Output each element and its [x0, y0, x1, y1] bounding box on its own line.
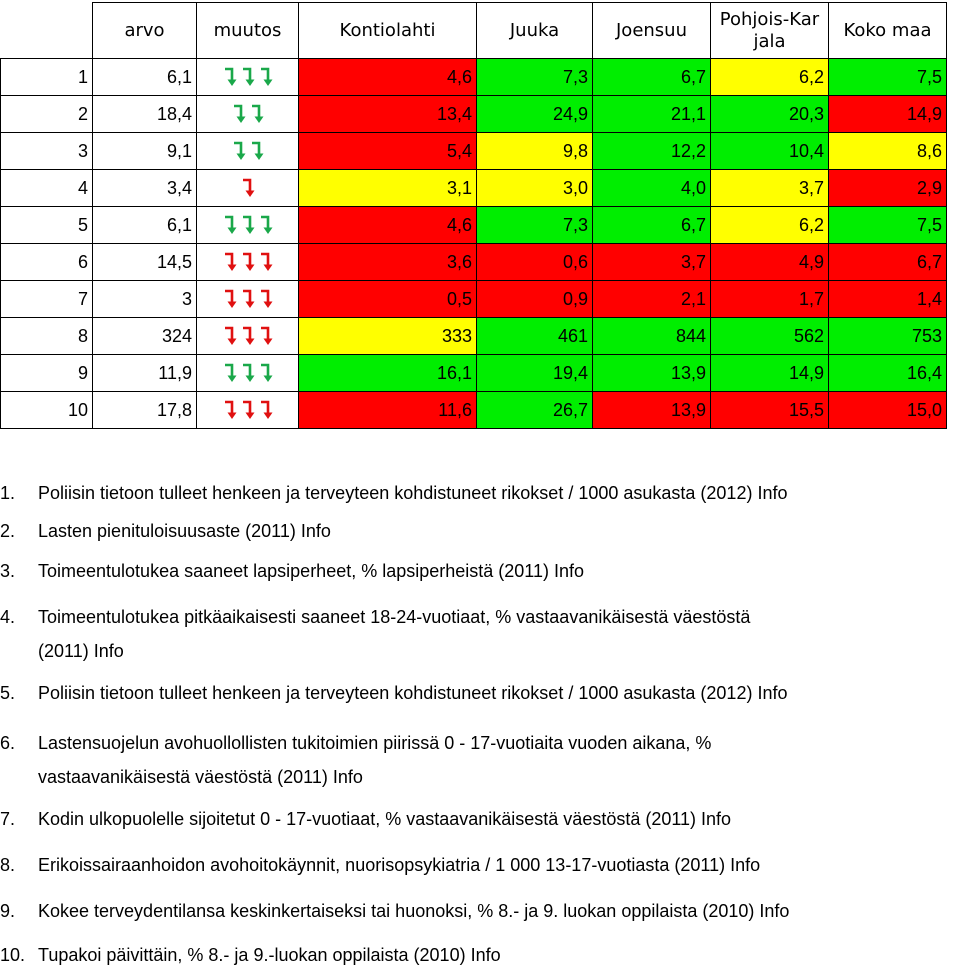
row-number: 7: [1, 281, 93, 318]
arvo-cell: 6,1: [93, 207, 197, 244]
trend-arrow-down-red-icon: [259, 251, 273, 273]
arvo-cell: 6,1: [93, 59, 197, 96]
pohjois-karjala-cell: 10,4: [711, 133, 829, 170]
joensuu-cell: 13,9: [593, 355, 711, 392]
trend-arrows: [241, 177, 255, 199]
trend-arrows: [223, 214, 273, 236]
juuka-cell: 26,7: [477, 392, 593, 429]
row-number: 5: [1, 207, 93, 244]
muutos-cell: [197, 318, 299, 355]
note-number: 2.: [0, 521, 16, 541]
table-row: [1, 244, 947, 281]
joensuu-cell: 2,1: [593, 281, 711, 318]
note-text: (2011) Info: [38, 641, 124, 661]
note-item: [0, 804, 958, 834]
note-number: 7.: [0, 809, 16, 829]
trend-arrow-down-red-icon: [241, 399, 255, 421]
kontiolahti-cell: 3,1: [299, 170, 477, 207]
muutos-cell: [197, 96, 299, 133]
kontiolahti-cell: 16,1: [299, 355, 477, 392]
joensuu-cell: 12,2: [593, 133, 711, 170]
note-number: 10.: [0, 945, 26, 965]
trend-arrow-down-green-icon: [223, 362, 237, 384]
note-item: [0, 726, 958, 794]
trend-arrow-down-green-icon: [259, 362, 273, 384]
table-row: [1, 96, 947, 133]
header-muutos: muutos: [197, 3, 299, 59]
juuka-cell: 19,4: [477, 355, 593, 392]
trend-arrows: [232, 140, 264, 162]
row-number: 4: [1, 170, 93, 207]
header-arvo: arvo: [93, 3, 197, 59]
juuka-cell: 0,6: [477, 244, 593, 281]
trend-arrow-down-green-icon: [259, 66, 273, 88]
trend-arrow-down-red-icon: [223, 251, 237, 273]
header-joensuu: Joensuu: [593, 3, 711, 59]
trend-arrows: [223, 288, 273, 310]
kontiolahti-cell: 11,6: [299, 392, 477, 429]
pohjois-karjala-cell: 3,7: [711, 170, 829, 207]
note-text: vastaavanikäisestä väestöstä (2011) Info: [38, 767, 363, 787]
muutos-cell: [197, 207, 299, 244]
trend-arrow-down-green-icon: [232, 103, 246, 125]
note-number: 4.: [0, 607, 16, 627]
joensuu-cell: 13,9: [593, 392, 711, 429]
juuka-cell: 7,3: [477, 59, 593, 96]
pohjois-karjala-cell: 562: [711, 318, 829, 355]
table-row: [1, 392, 947, 429]
header-kontiolahti: Kontiolahti: [299, 3, 477, 59]
header-koko-maa: Koko maa: [829, 3, 947, 59]
note-text: Toimeentulotukea saaneet lapsiperheet, % lapsiperheistä (2011) Info: [38, 561, 585, 581]
koko-maa-cell: 14,9: [829, 96, 947, 133]
pohjois-karjala-cell: 6,2: [711, 59, 829, 96]
koko-maa-cell: 7,5: [829, 207, 947, 244]
trend-arrow-down-red-icon: [241, 288, 255, 310]
koko-maa-cell: 8,6: [829, 133, 947, 170]
trend-arrow-down-green-icon: [223, 66, 237, 88]
note-item: [0, 850, 958, 880]
pohjois-karjala-cell: 1,7: [711, 281, 829, 318]
trend-arrow-down-green-icon: [241, 214, 255, 236]
row-number: 1: [1, 59, 93, 96]
header-pohjois-karjala: [711, 3, 829, 59]
juuka-cell: 0,9: [477, 281, 593, 318]
koko-maa-cell: 2,9: [829, 170, 947, 207]
koko-maa-cell: 753: [829, 318, 947, 355]
trend-arrow-down-red-icon: [223, 399, 237, 421]
trend-arrows: [223, 66, 273, 88]
arvo-cell: 18,4: [93, 96, 197, 133]
trend-arrow-down-red-icon: [259, 399, 273, 421]
juuka-cell: 461: [477, 318, 593, 355]
kontiolahti-cell: 4,6: [299, 207, 477, 244]
juuka-cell: 24,9: [477, 96, 593, 133]
juuka-cell: 3,0: [477, 170, 593, 207]
arvo-cell: 3,4: [93, 170, 197, 207]
kontiolahti-cell: 333: [299, 318, 477, 355]
note-text: Toimeentulotukea pitkäaikaisesti saaneet 18-24-vuotiaat, % vastaavanikäisestä väestöstä: [38, 607, 751, 627]
header-pk-line2: jala: [753, 30, 786, 52]
trend-arrows: [223, 251, 273, 273]
trend-arrow-down-green-icon: [241, 66, 255, 88]
trend-arrow-down-red-icon: [259, 325, 273, 347]
trend-arrow-down-red-icon: [241, 251, 255, 273]
note-item: [0, 478, 958, 508]
trend-arrows: [223, 399, 273, 421]
trend-arrow-down-green-icon: [250, 140, 264, 162]
note-text: Lasten pienituloisuusaste (2011) Info: [38, 521, 331, 541]
note-number: 5.: [0, 683, 16, 703]
joensuu-cell: 3,7: [593, 244, 711, 281]
trend-arrows: [232, 103, 264, 125]
arvo-cell: 324: [93, 318, 197, 355]
note-item: [0, 896, 958, 926]
trend-arrow-down-green-icon: [241, 362, 255, 384]
header-juuka: Juuka: [477, 3, 593, 59]
note-item: [0, 678, 958, 708]
header-row: [1, 3, 947, 59]
header-corner: [1, 3, 93, 59]
trend-arrow-down-red-icon: [223, 288, 237, 310]
table-row: [1, 355, 947, 392]
note-text: Kodin ulkopuolelle sijoitetut 0 - 17-vuotiaat, % vastaavanikäisestä väestöstä (2011) Info: [38, 809, 732, 829]
pohjois-karjala-cell: 14,9: [711, 355, 829, 392]
row-number: 2: [1, 96, 93, 133]
trend-arrow-down-green-icon: [232, 140, 246, 162]
pohjois-karjala-cell: 15,5: [711, 392, 829, 429]
joensuu-cell: 6,7: [593, 59, 711, 96]
note-text: Poliisin tietoon tulleet henkeen ja terveyteen kohdistuneet rikokset / 1000 asukasta (2012) Info: [38, 683, 788, 703]
note-item: [0, 600, 958, 668]
note-number: 1.: [0, 483, 16, 503]
note-text: Poliisin tietoon tulleet henkeen ja terveyteen kohdistuneet rikokset / 1000 asukasta (2012) Info: [38, 483, 788, 503]
arvo-cell: 9,1: [93, 133, 197, 170]
joensuu-cell: 4,0: [593, 170, 711, 207]
kontiolahti-cell: 4,6: [299, 59, 477, 96]
trend-arrow-down-red-icon: [223, 325, 237, 347]
kontiolahti-cell: 3,6: [299, 244, 477, 281]
table-row: [1, 133, 947, 170]
kontiolahti-cell: 0,5: [299, 281, 477, 318]
indicator-table: [0, 2, 947, 429]
note-text: Erikoissairaanhoidon avohoitokäynnit, nuorisopsykiatria / 1 000 13-17-vuotiasta (2011) Info: [38, 855, 761, 875]
table-row: [1, 281, 947, 318]
muutos-cell: [197, 59, 299, 96]
arvo-cell: 3: [93, 281, 197, 318]
trend-arrows: [223, 325, 273, 347]
trend-arrow-down-red-icon: [259, 288, 273, 310]
row-number: 8: [1, 318, 93, 355]
note-item: [0, 556, 958, 586]
trend-arrow-down-green-icon: [223, 214, 237, 236]
note-number: 3.: [0, 561, 16, 581]
row-number: 9: [1, 355, 93, 392]
row-number: 3: [1, 133, 93, 170]
trend-arrow-down-red-icon: [241, 325, 255, 347]
note-number: 6.: [0, 733, 16, 753]
muutos-cell: [197, 281, 299, 318]
arvo-cell: 14,5: [93, 244, 197, 281]
kontiolahti-cell: 13,4: [299, 96, 477, 133]
muutos-cell: [197, 133, 299, 170]
trend-arrows: [223, 362, 273, 384]
koko-maa-cell: 6,7: [829, 244, 947, 281]
koko-maa-cell: 16,4: [829, 355, 947, 392]
muutos-cell: [197, 244, 299, 281]
trend-arrow-down-red-icon: [241, 177, 255, 199]
pohjois-karjala-cell: 6,2: [711, 207, 829, 244]
note-text: Kokee terveydentilansa keskinkertaiseksi tai huonoksi, % 8.- ja 9. luokan oppilaista (2010) Info: [38, 901, 790, 921]
muutos-cell: [197, 170, 299, 207]
joensuu-cell: 21,1: [593, 96, 711, 133]
table-row: [1, 59, 947, 96]
note-item: [0, 516, 958, 546]
muutos-cell: [197, 355, 299, 392]
note-number: 9.: [0, 901, 16, 921]
kontiolahti-cell: 5,4: [299, 133, 477, 170]
note-item: [0, 940, 958, 970]
row-number: 6: [1, 244, 93, 281]
juuka-cell: 9,8: [477, 133, 593, 170]
koko-maa-cell: 7,5: [829, 59, 947, 96]
arvo-cell: 11,9: [93, 355, 197, 392]
trend-arrow-down-green-icon: [259, 214, 273, 236]
pohjois-karjala-cell: 20,3: [711, 96, 829, 133]
note-text: Tupakoi päivittäin, % 8.- ja 9.-luokan oppilaista (2010) Info: [38, 945, 501, 965]
note-number: 8.: [0, 855, 16, 875]
koko-maa-cell: 15,0: [829, 392, 947, 429]
arvo-cell: 17,8: [93, 392, 197, 429]
note-text: Lastensuojelun avohuollollisten tukitoimien piirissä 0 - 17-vuotiaita vuoden aikana, %: [38, 733, 712, 753]
joensuu-cell: 844: [593, 318, 711, 355]
trend-arrow-down-green-icon: [250, 103, 264, 125]
table-row: [1, 170, 947, 207]
pohjois-karjala-cell: 4,9: [711, 244, 829, 281]
row-number: 10: [1, 392, 93, 429]
table-row: [1, 207, 947, 244]
muutos-cell: [197, 392, 299, 429]
koko-maa-cell: 1,4: [829, 281, 947, 318]
juuka-cell: 7,3: [477, 207, 593, 244]
table-row: [1, 318, 947, 355]
header-pk-line1: Pohjois-Kar: [719, 8, 820, 30]
joensuu-cell: 6,7: [593, 207, 711, 244]
